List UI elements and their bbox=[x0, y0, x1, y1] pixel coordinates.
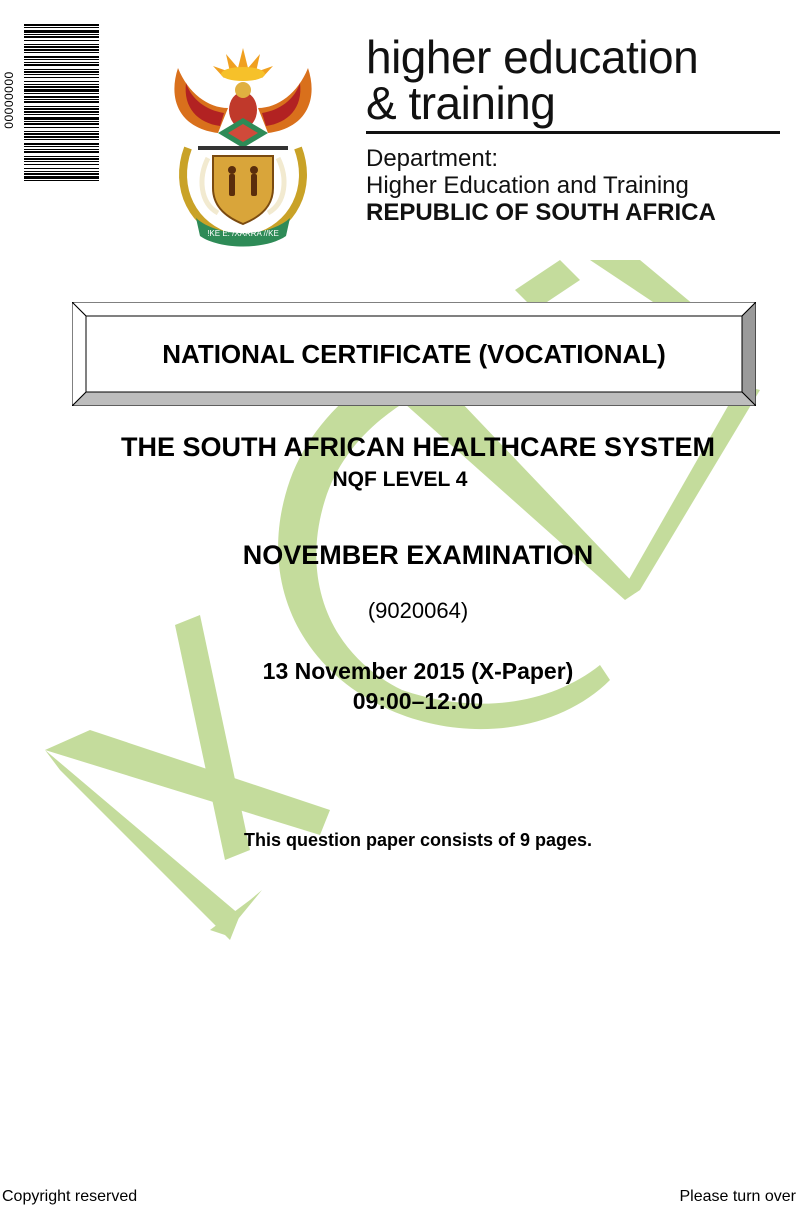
page-count-note: This question paper consists of 9 pages. bbox=[243, 830, 593, 850]
turn-over-footer: Please turn over bbox=[679, 1188, 796, 1205]
subject-code: (9020064) bbox=[367, 598, 469, 623]
barcode bbox=[24, 24, 99, 182]
department-heading-line1: higher education bbox=[366, 31, 699, 83]
coat-of-arms-motto: !KE E: /XARRA //KE bbox=[207, 229, 279, 238]
certificate-title: NATIONAL CERTIFICATE (VOCATIONAL) bbox=[162, 338, 666, 369]
republic-name: REPUBLIC OF SOUTH AFRICA bbox=[366, 199, 716, 226]
subject-title: THE SOUTH AFRICAN HEALTHCARE SYSTEM bbox=[121, 432, 715, 462]
department-name: Higher Education and Training bbox=[366, 172, 689, 199]
barcode-digits: 00000000 bbox=[2, 71, 16, 129]
exam-date: 13 November 2015 (X-Paper) bbox=[262, 658, 574, 684]
exam-session: NOVEMBER EXAMINATION bbox=[242, 540, 594, 570]
department-label: Department: bbox=[366, 145, 499, 172]
exam-time: 09:00–12:00 bbox=[352, 688, 484, 714]
copyright-footer: Copyright reserved bbox=[2, 1188, 138, 1205]
nqf-level: NQF LEVEL 4 bbox=[332, 468, 468, 491]
department-divider bbox=[366, 131, 780, 134]
department-heading-line2: & training bbox=[366, 77, 556, 129]
coat-of-arms-logo bbox=[158, 38, 328, 248]
